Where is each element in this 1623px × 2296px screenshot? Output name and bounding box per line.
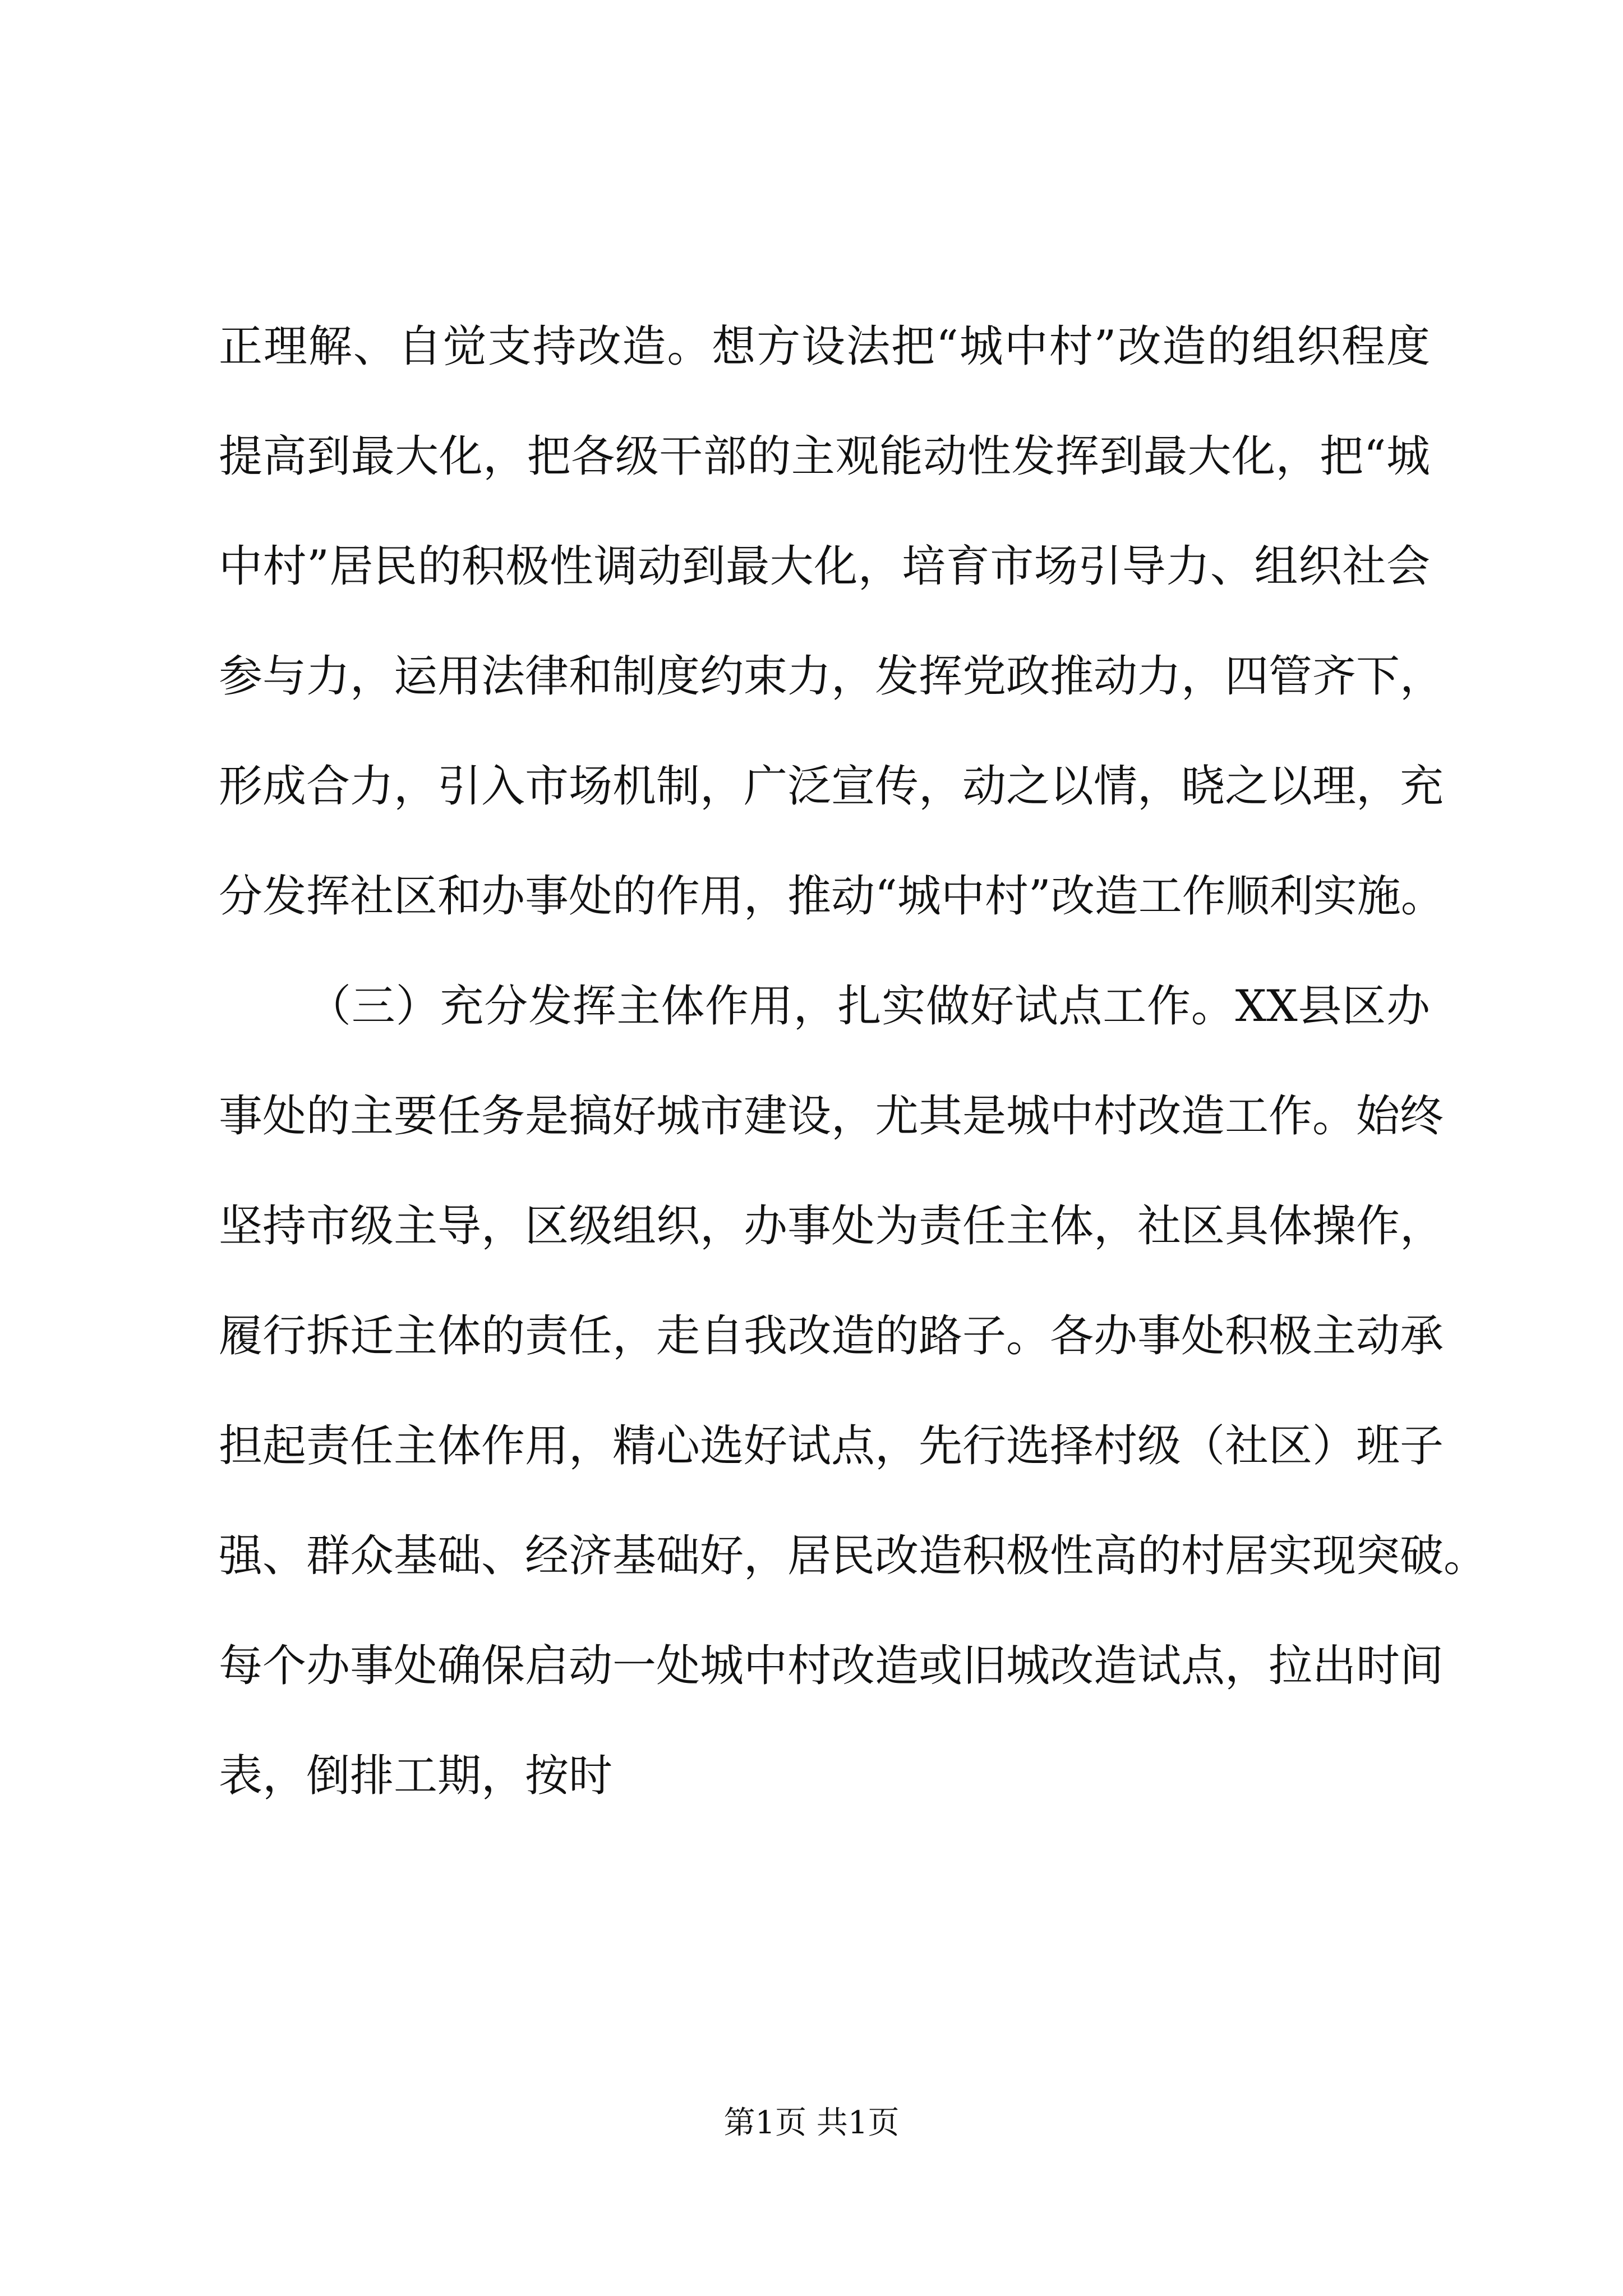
section-heading-line: （三）充分发挥主体作用，扎实做好试点工作。XX县区办 xyxy=(307,981,1430,1032)
text-line: 中村”居民的积极性调动到最大化，培育市场引导力、组织社会 xyxy=(219,541,1430,592)
text-line: 担起责任主体作用，精心选好试点，先行选择村级（社区）班子 xyxy=(219,1421,1444,1471)
text-line: 事处的主要任务是搞好城市建设，尤其是城中村改造工作。始终 xyxy=(219,1091,1444,1142)
text-line: 分发挥社区和办事处的作用，推动“城中村”改造工作顺利实施。 xyxy=(219,871,1445,922)
text-line-last: 表，倒排工期，按时 xyxy=(219,1751,613,1801)
text-line: 每个办事处确保启动一处城中村改造或旧城改造试点，拉出时间 xyxy=(219,1641,1444,1691)
text-line: 强、群众基础、经济基础好，居民改造积极性高的村居实现突破。 xyxy=(219,1531,1488,1581)
text-line: 履行拆迁主体的责任，走自我改造的路子。各办事处积极主动承 xyxy=(219,1311,1444,1361)
page-number-footer: 第1页 共1页 xyxy=(723,2105,900,2141)
body-text xyxy=(219,292,1488,1831)
text-line: 正理解、自觉支持改造。想方设法把“城中村”改造的组织程度 xyxy=(219,321,1430,372)
text-line: 形成合力，引入市场机制，广泛宣传，动之以情，晓之以理，充 xyxy=(219,761,1444,812)
text-line: 提高到最大化，把各级干部的主观能动性发挥到最大化，把“城 xyxy=(219,431,1430,482)
text-line: 坚持市级主导，区级组织，办事处为责任主体，社区具体操作， xyxy=(219,1201,1444,1251)
text-line: 参与力，运用法律和制度约束力，发挥党政推动力，四管齐下， xyxy=(219,651,1444,702)
